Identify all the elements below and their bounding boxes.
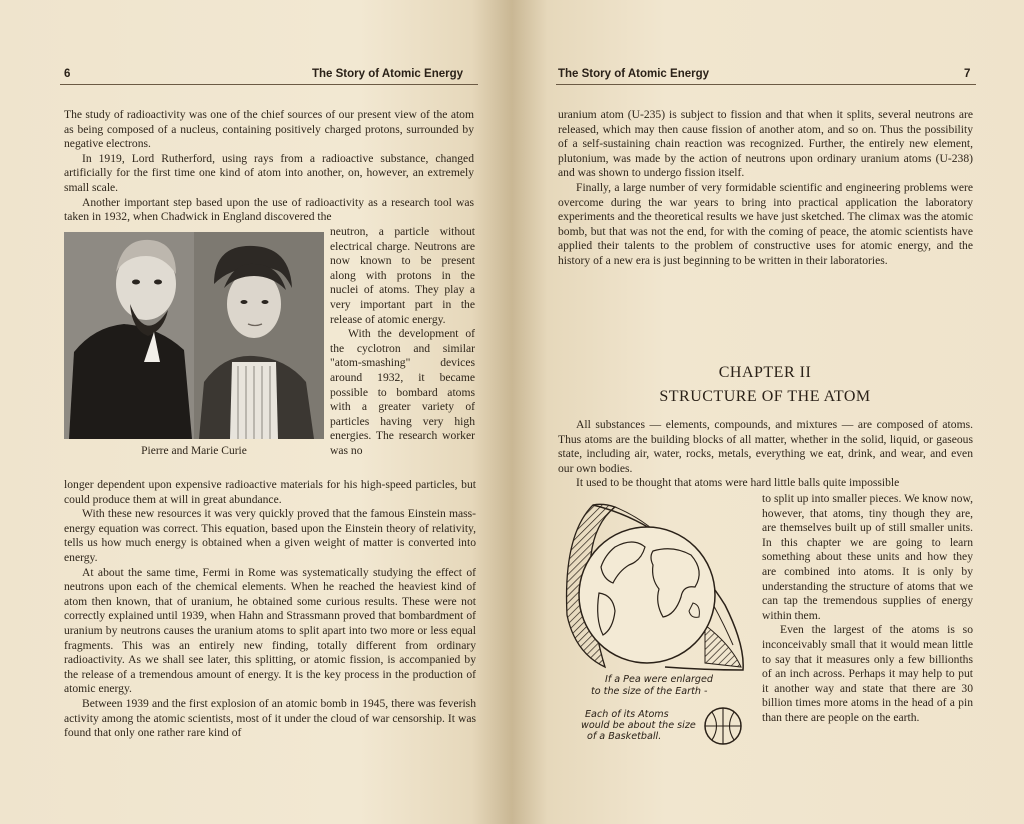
paragraph: neutron, a particle without electrical charge. Neutrons are now known to be present along with protons in the nuclei of atoms. They play a very important part in the release of atomic energy. [330,225,475,326]
header-rule-left [60,84,478,85]
paragraph: Finally, a large number of very formidable scientific and engineering problems were overcome during the war years to bring into practical application the laboratory experiments and the theoretical results we have just sketched. The climax was the atomic bomb, but that was not the end, for with the coming of peace, the atomic scientists have applied their talents to the problem of constructive uses for atomic energy, and the history of a new era is just beginning to be written in their laboratories. [558,180,973,267]
header-rule-right [556,84,976,85]
photo-caption: Pierre and Marie Curie [141,445,247,457]
illustration-caption-2c: of a Basketball. [587,731,662,742]
paragraph: With these new resources it was very quickly proved that the famous Einstein mass-energy equation was correct. This equation, based upon the Einstein theory of relativity, tells us how much energy is obtained when a given weight of matter is converted into energy. [64,507,476,564]
paragraph: to split up into smaller pieces. We know now, however, that atoms, tiny though they are, are themselves built up of still smaller units. In this chapter we are going to learn something about these units and how they are combined into atoms. It is only by understanding the structure of atoms that we can tap the tremendous supplies of energy within them. [762,492,973,622]
basketball-icon [705,708,741,744]
pea-earth-illustration [555,495,755,755]
paragraph: It used to be thought that atoms were hard little balls quite impossible [576,476,900,490]
right-text-mid [558,418,973,491]
paragraph: Another important step based upon the use of radioactivity as a research tool was taken in 1932, when Chadwick in England discovered the [64,195,474,224]
paragraph: At about the same time, Fermi in Rome was systematically studying the effect of neutrons upon each of the chemical elements. When he reached the heaviest kind of atom then known, that of uranium, he obtained some curious results. These were not correctly explained until 1939, when Hahn and Strassmann proved that bombardment of uranium by neutrons causes the uranium atoms to split apart into two more or less equal fragments. This was an entirely new finding, totally different from ordinary radioactivity. As we shall see later, this splitting, or atomic fission, is accompanied by the release of a tremendous amount of energy. It is the key process in the production of atomic energy. [64,565,476,696]
left-text-side [330,225,475,459]
paragraph: All substances — elements, compounds, and mixtures — are composed of atoms. Thus atoms are the building blocks of all matter, whether in the solid, liquid, or gaseous state, including air, water, rocks, metals, everything we eat, drink, and wear, and even our own bodies. [558,418,973,475]
right-text-side [762,492,973,726]
running-head-right: The Story of Atomic Energy [558,68,710,80]
paragraph: Between 1939 and the first explosion of an atomic bomb in 1945, there was feverish activity among the atomic scientists, most of it under the cloud of war censorship. It was found that only one rather rare kind of [64,696,476,740]
left-text-top [64,108,474,225]
paragraph: The study of radioactivity was one of the chief sources of our present view of the atom as being composed of a nucleus, containing positively charged protons, surrounded by negative electrons. [64,108,474,151]
chapter-label: CHAPTER II [718,364,812,381]
running-head-left: The Story of Atomic Energy [312,68,464,80]
paragraph: uranium atom (U-235) is subject to fission and that when it splits, several neutrons are released, which may then cause fission of another atom, and so on. Thus the possibility of a self-sustaining chain reaction was recognized. Further, the entirely new element, plutonium, was made by the action of neutrons upon ordinary uranium atoms (U-238) and was shown to undergo fission itself. [558,108,973,180]
left-text-bottom [64,478,476,741]
illustration-caption-1b: to the size of the Earth - [591,686,708,697]
paragraph: Even the largest of the atoms is so inconceivably small that it would mean little to say that it measures only a few billionths of an inch across. Perhaps it may help to put it another way and state that there are 30 billion times more atoms in the head of a pin than there are people on the earth. [762,623,973,724]
paragraph: In 1919, Lord Rutherford, using rays from a radioactive substance, changed artificially for the first time one kind of atom into another, on, however, an extremely small scale. [64,151,474,194]
curie-photo [64,232,324,439]
illustration-caption-2a: Each of its Atoms [585,709,669,720]
page-number-right: 7 [964,68,971,80]
page-number-left: 6 [64,68,71,80]
illustration-caption-1a: If a Pea were enlarged [605,674,713,685]
paragraph: longer dependent upon expensive radioactive materials for his high-speed particles, but could produce them at will in great abundance. [64,478,476,506]
illustration-caption-2b: would be about the size [581,720,696,731]
paragraph: With the development of the cyclotron and similar "atom-smashing" devices around 1932, it became possible to bombard atoms with a greater variety of particles having very high energies. The research worker was no [330,327,475,457]
right-text-top [558,108,973,269]
chapter-title: STRUCTURE OF THE ATOM [659,388,871,405]
earth-globe [579,527,715,663]
